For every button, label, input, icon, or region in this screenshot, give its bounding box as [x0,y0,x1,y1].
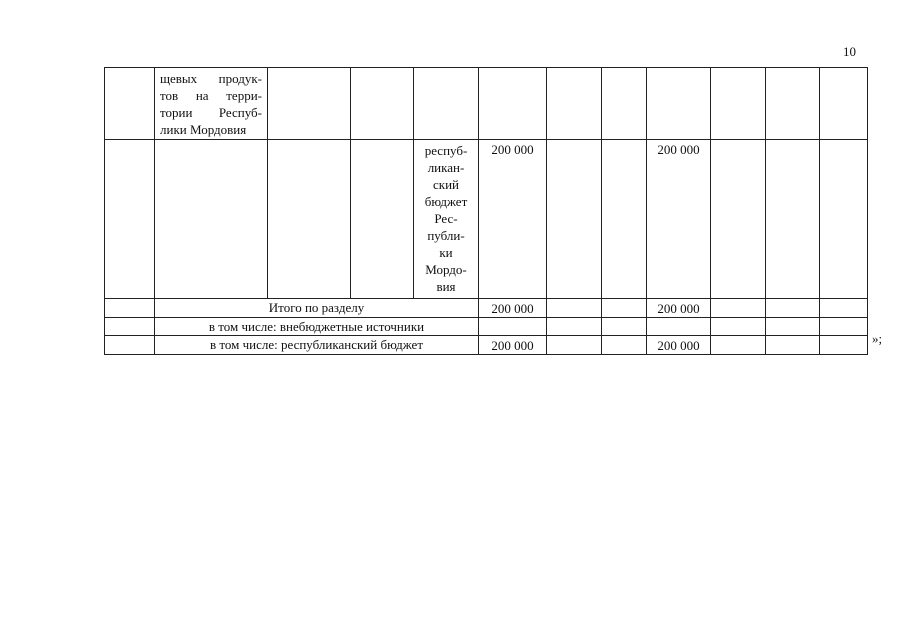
cell-year-amount: 200 000 [647,140,711,299]
cell-empty [547,299,602,318]
cell-empty [820,336,868,355]
cell-empty [479,68,547,140]
event-name-line: тов на терри- [160,88,262,103]
event-name-line: щевых продук- [160,71,262,86]
cell-year-amount: 200 000 [647,299,711,318]
cell-index [105,299,155,318]
cell-total-amount: 200 000 [479,299,547,318]
cell-empty [351,140,414,299]
cell-empty [268,140,351,299]
cell-index [105,318,155,336]
cell-event-name [155,68,268,140]
summary-row [105,318,868,336]
cell-index [105,336,155,355]
cell-empty [547,336,602,355]
cell-empty [820,299,868,318]
cell-empty [766,68,820,140]
summary-row [105,336,868,355]
funding-source-line: ликан- [427,160,465,175]
cell-empty [602,140,647,299]
cell-year-amount [647,318,711,336]
summary-label: Итого по разделу [155,299,479,318]
cell-empty [351,68,414,140]
funding-source-line: публи- [427,228,465,243]
summary-row [105,299,868,318]
cell-empty [602,336,647,355]
cell-empty [711,68,766,140]
cell-empty [547,140,602,299]
cell-index [105,68,155,140]
funding-source-line: Мордо- [425,262,467,277]
cell-empty [820,68,868,140]
cell-empty [766,336,820,355]
cell-index [105,140,155,299]
funding-source-line: ский [433,177,459,192]
cell-empty [711,336,766,355]
funding-source-line: вия [436,279,456,294]
funding-source-line: ки [439,245,453,260]
cell-total-amount: 200 000 [479,336,547,355]
cell-empty [155,140,268,299]
funding-source-line: респуб- [424,143,468,158]
event-name-line: лики Мордовия [160,122,247,137]
cell-empty [602,318,647,336]
cell-empty [414,68,479,140]
closing-quote-mark: »; [872,331,883,346]
cell-empty [766,299,820,318]
table-row [105,140,868,299]
cell-empty [711,140,766,299]
funding-source-line: Рес- [434,211,458,226]
cell-empty [820,140,868,299]
table-row [105,68,868,140]
cell-empty [602,68,647,140]
cell-funding-source [414,140,479,299]
cell-empty [766,318,820,336]
page-number: 10 [843,44,856,59]
cell-empty [547,68,602,140]
funding-source-line: бюджет [424,194,468,209]
summary-label: в том числе: республиканский бюджет [155,336,479,355]
cell-empty [547,318,602,336]
cell-empty [602,299,647,318]
cell-empty [766,140,820,299]
event-name-line: тории Респуб- [160,105,262,120]
cell-total-amount [479,318,547,336]
cell-year-amount: 200 000 [647,336,711,355]
cell-empty [647,68,711,140]
cell-empty [711,299,766,318]
cell-empty [711,318,766,336]
summary-label: в том числе: внебюджетные источники [155,318,479,336]
cell-empty [268,68,351,140]
budget-table [104,67,868,355]
cell-empty [820,318,868,336]
cell-total-amount: 200 000 [479,140,547,299]
